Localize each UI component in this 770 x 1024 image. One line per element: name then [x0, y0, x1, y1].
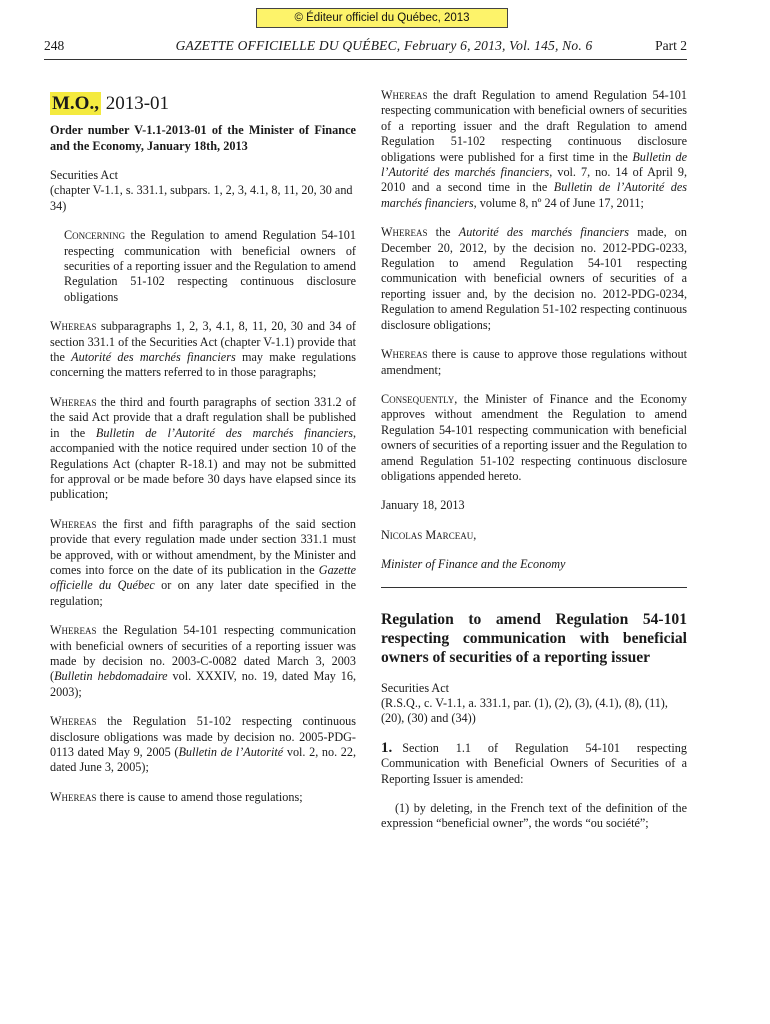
whereas-paragraph-3	[50, 517, 356, 609]
article-text: Section 1.1 of Regulation 54-101 respecting Communication with Beneficial Owners of Securities of a Reporting Issuer is amended:	[381, 740, 687, 786]
act-name: Securities Act	[50, 168, 119, 182]
mo-heading	[50, 92, 356, 116]
consequently-lead: Consequently	[381, 391, 455, 406]
whereas-paragraph-6	[50, 790, 356, 805]
whereas-lead: Whereas	[381, 347, 428, 362]
header-rule	[44, 59, 687, 60]
concerning-paragraph	[64, 228, 356, 305]
order-title: Order number V-1.1-2013-01 of the Minister of Finance and the Economy, January 18th, 2013	[50, 123, 356, 153]
italic-ref: Gazette officielle du Québec	[50, 562, 356, 593]
paragraph-text: the third and fourth paragraphs of section 331.2 of the said Act provide that a draft regulation shall be published in the	[50, 394, 356, 440]
page-number: 248	[44, 38, 65, 53]
mo-tag: M.O.,	[52, 93, 99, 114]
article-number: 1.	[381, 739, 393, 756]
whereas-paragraph-1	[50, 319, 356, 381]
paragraph-text: may make regulations concerning the matters referred to in those paragraphs;	[50, 350, 357, 380]
whereas-lead: Whereas	[381, 225, 428, 240]
mo-number: 2013-01	[100, 93, 170, 114]
consequently-paragraph	[381, 392, 687, 484]
concerning-lead: Concerning	[64, 228, 126, 243]
whereas-lead: Whereas	[50, 714, 97, 729]
act-citation	[50, 168, 356, 214]
whereas-lead: Whereas	[381, 88, 428, 102]
whereas-paragraph-9	[381, 347, 687, 378]
italic-ref: Bulletin de l’Autorité des marchés financiers	[381, 180, 687, 210]
whereas-paragraph-8: Whereas the Autorité des marchés financiers made, on December 20, 2012, by the decision no. 2012-PDG-0233, Regulation to amend Regulation 54-101 respecting communication with beneficial owners of securities of a reporting issuer and, by the decision no. 2012-PDG-0234, Regulation to amend Regulation 51-102 respecting continuous disclosure obligations;	[381, 225, 687, 332]
copyright-banner: © Éditeur officiel du Québec, 2013	[256, 8, 508, 28]
paragraph-text: the first and fifth paragraphs of the said section provide that every regulation made under section 331.1 must be approved, with or without amendment, by the Minister and comes into force on the date of its publication in the	[50, 516, 356, 577]
whereas-paragraph-2	[50, 395, 356, 503]
italic-ref: Bulletin de l’Autorité des marchés financiers	[95, 425, 353, 440]
whereas-paragraph-5	[50, 714, 356, 776]
paragraph-text: the Regulation 51-102 respecting continuous disclosure obligations was made by decision no. 2005-PDG-0113 dated May 9, 2005 (	[50, 714, 356, 759]
whereas-lead: Whereas	[50, 789, 97, 804]
italic-ref: Bulletin de l’Autorité	[178, 745, 284, 759]
article-1-paragraph-1: (1) by deleting, in the French text of the definition of the expression “beneficial owner”, the words “ou société”;	[381, 801, 687, 831]
gazette-title: GAZETTE OFFICIELLE DU QUÉBEC, February 6, 2013, Vol. 145, No. 6	[175, 38, 593, 53]
paragraph-text: there is cause to amend those regulations;	[96, 789, 303, 804]
part-label: Part 2	[655, 38, 687, 53]
paragraph-text: , volume 8, nº 24 of June 17, 2011;	[473, 195, 644, 210]
running-head	[44, 38, 687, 56]
act-reference: (chapter V-1.1, s. 331.1, subpars. 1, 2, 3, 4.1, 8, 11, 20, 30 and 34)	[50, 183, 353, 213]
signatory-title: Minister of Finance and the Economy	[381, 557, 566, 572]
whereas-lead: Whereas	[50, 394, 97, 409]
paragraph-text: , the Minister of Finance and the Economy approves without amendment the Regulation to amend Regulation 54-101 respecting communication with beneficial owners of securities of a reporting issuer and the Regulation to amend Regulation 51-102 respecting continuous disclosure obligations appended hereto.	[381, 391, 687, 483]
section-divider	[381, 587, 687, 588]
paragraph-text: subparagraphs 1, 2, 3, 4.1, 8, 11, 20, 30 and 34 of section 331.1 of the Securities Act (chapter V-1.1) provide that the	[50, 319, 356, 365]
italic-ref: Autorité des marchés financiers	[458, 225, 630, 240]
paragraph-text: made, on December 20, 2012, by the decision no. 2012-PDG-0233, Regulation to amend Regulation 54-101 respecting communication with beneficial owners of securities of a reporting issuer and, by the decision no. 2012-PDG-0234, Regulation to amend Regulation 51-102 respecting continuous disclosure obligations;	[381, 225, 687, 332]
italic-ref: Bulletin hebdomadaire	[54, 669, 168, 684]
paragraph-text: vol. 2, no. 22, dated June 3, 2005);	[50, 745, 356, 775]
paragraph-text: the draft Regulation to amend Regulation 54-101 respecting communication with beneficial owners of securities of a reporting issuer and the draft Regulation to amend Regulation 51-102 respecting continuous disclosure obligations were published for a first time in the	[381, 88, 687, 164]
whereas-paragraph-7	[381, 88, 687, 211]
signatory-name: Nicolas Marceau,	[381, 527, 477, 542]
paragraph-text: , vol. 7, no. 14 of April 9, 2010 and a second time in the	[381, 165, 687, 195]
whereas-lead: Whereas	[50, 516, 97, 531]
paragraph-text: or on any later date specified in the regulation;	[50, 578, 357, 608]
whereas-lead: Whereas	[50, 623, 97, 638]
whereas-paragraph-4	[50, 623, 356, 700]
left-column	[50, 88, 356, 819]
article-1	[381, 741, 687, 787]
paragraph-text: , accompanied with the notice required under section 10 of the Regulations Act (chapter R-18.1) and may not be submitted for approval or be made before 30 days have elapsed since its publication;	[50, 425, 356, 502]
paragraph-text: vol. XXXIV, no. 19, dated May 16, 2003);	[50, 669, 357, 699]
paragraph-text: the Regulation 54-101 respecting communication with beneficial owners of securities of a reporting issuer was made by decision no. 2003-C-0082 dated March 3, 2003 (	[50, 623, 356, 684]
regulation-title: Regulation to amend Regulation 54-101 respecting communication with beneficial owners of securities of a reporting issuer	[381, 610, 687, 666]
right-column	[381, 88, 687, 846]
italic-ref: Autorité des marchés financiers	[71, 350, 236, 365]
concerning-text: the Regulation to amend Regulation 54-101 respecting communication with beneficial owners of securities of a reporting issuer and the Regulation to amend Regulation 51-102 respecting continuous disclosure obligations	[64, 228, 356, 304]
signature-date: January 18, 2013	[381, 498, 465, 513]
paragraph-text: there is cause to approve those regulations without amendment;	[381, 347, 687, 377]
italic-ref: Bulletin de l’Autorité des marchés financiers	[381, 149, 687, 180]
act-reference: (R.S.Q., c. V-1.1, a. 331.1, par. (1), (2), (3), (4.1), (8), (11), (20), (30) and (34))	[381, 695, 668, 726]
regulation-act-citation	[381, 681, 687, 727]
whereas-lead: Whereas	[50, 319, 97, 334]
act-name: Securities Act	[381, 680, 450, 695]
